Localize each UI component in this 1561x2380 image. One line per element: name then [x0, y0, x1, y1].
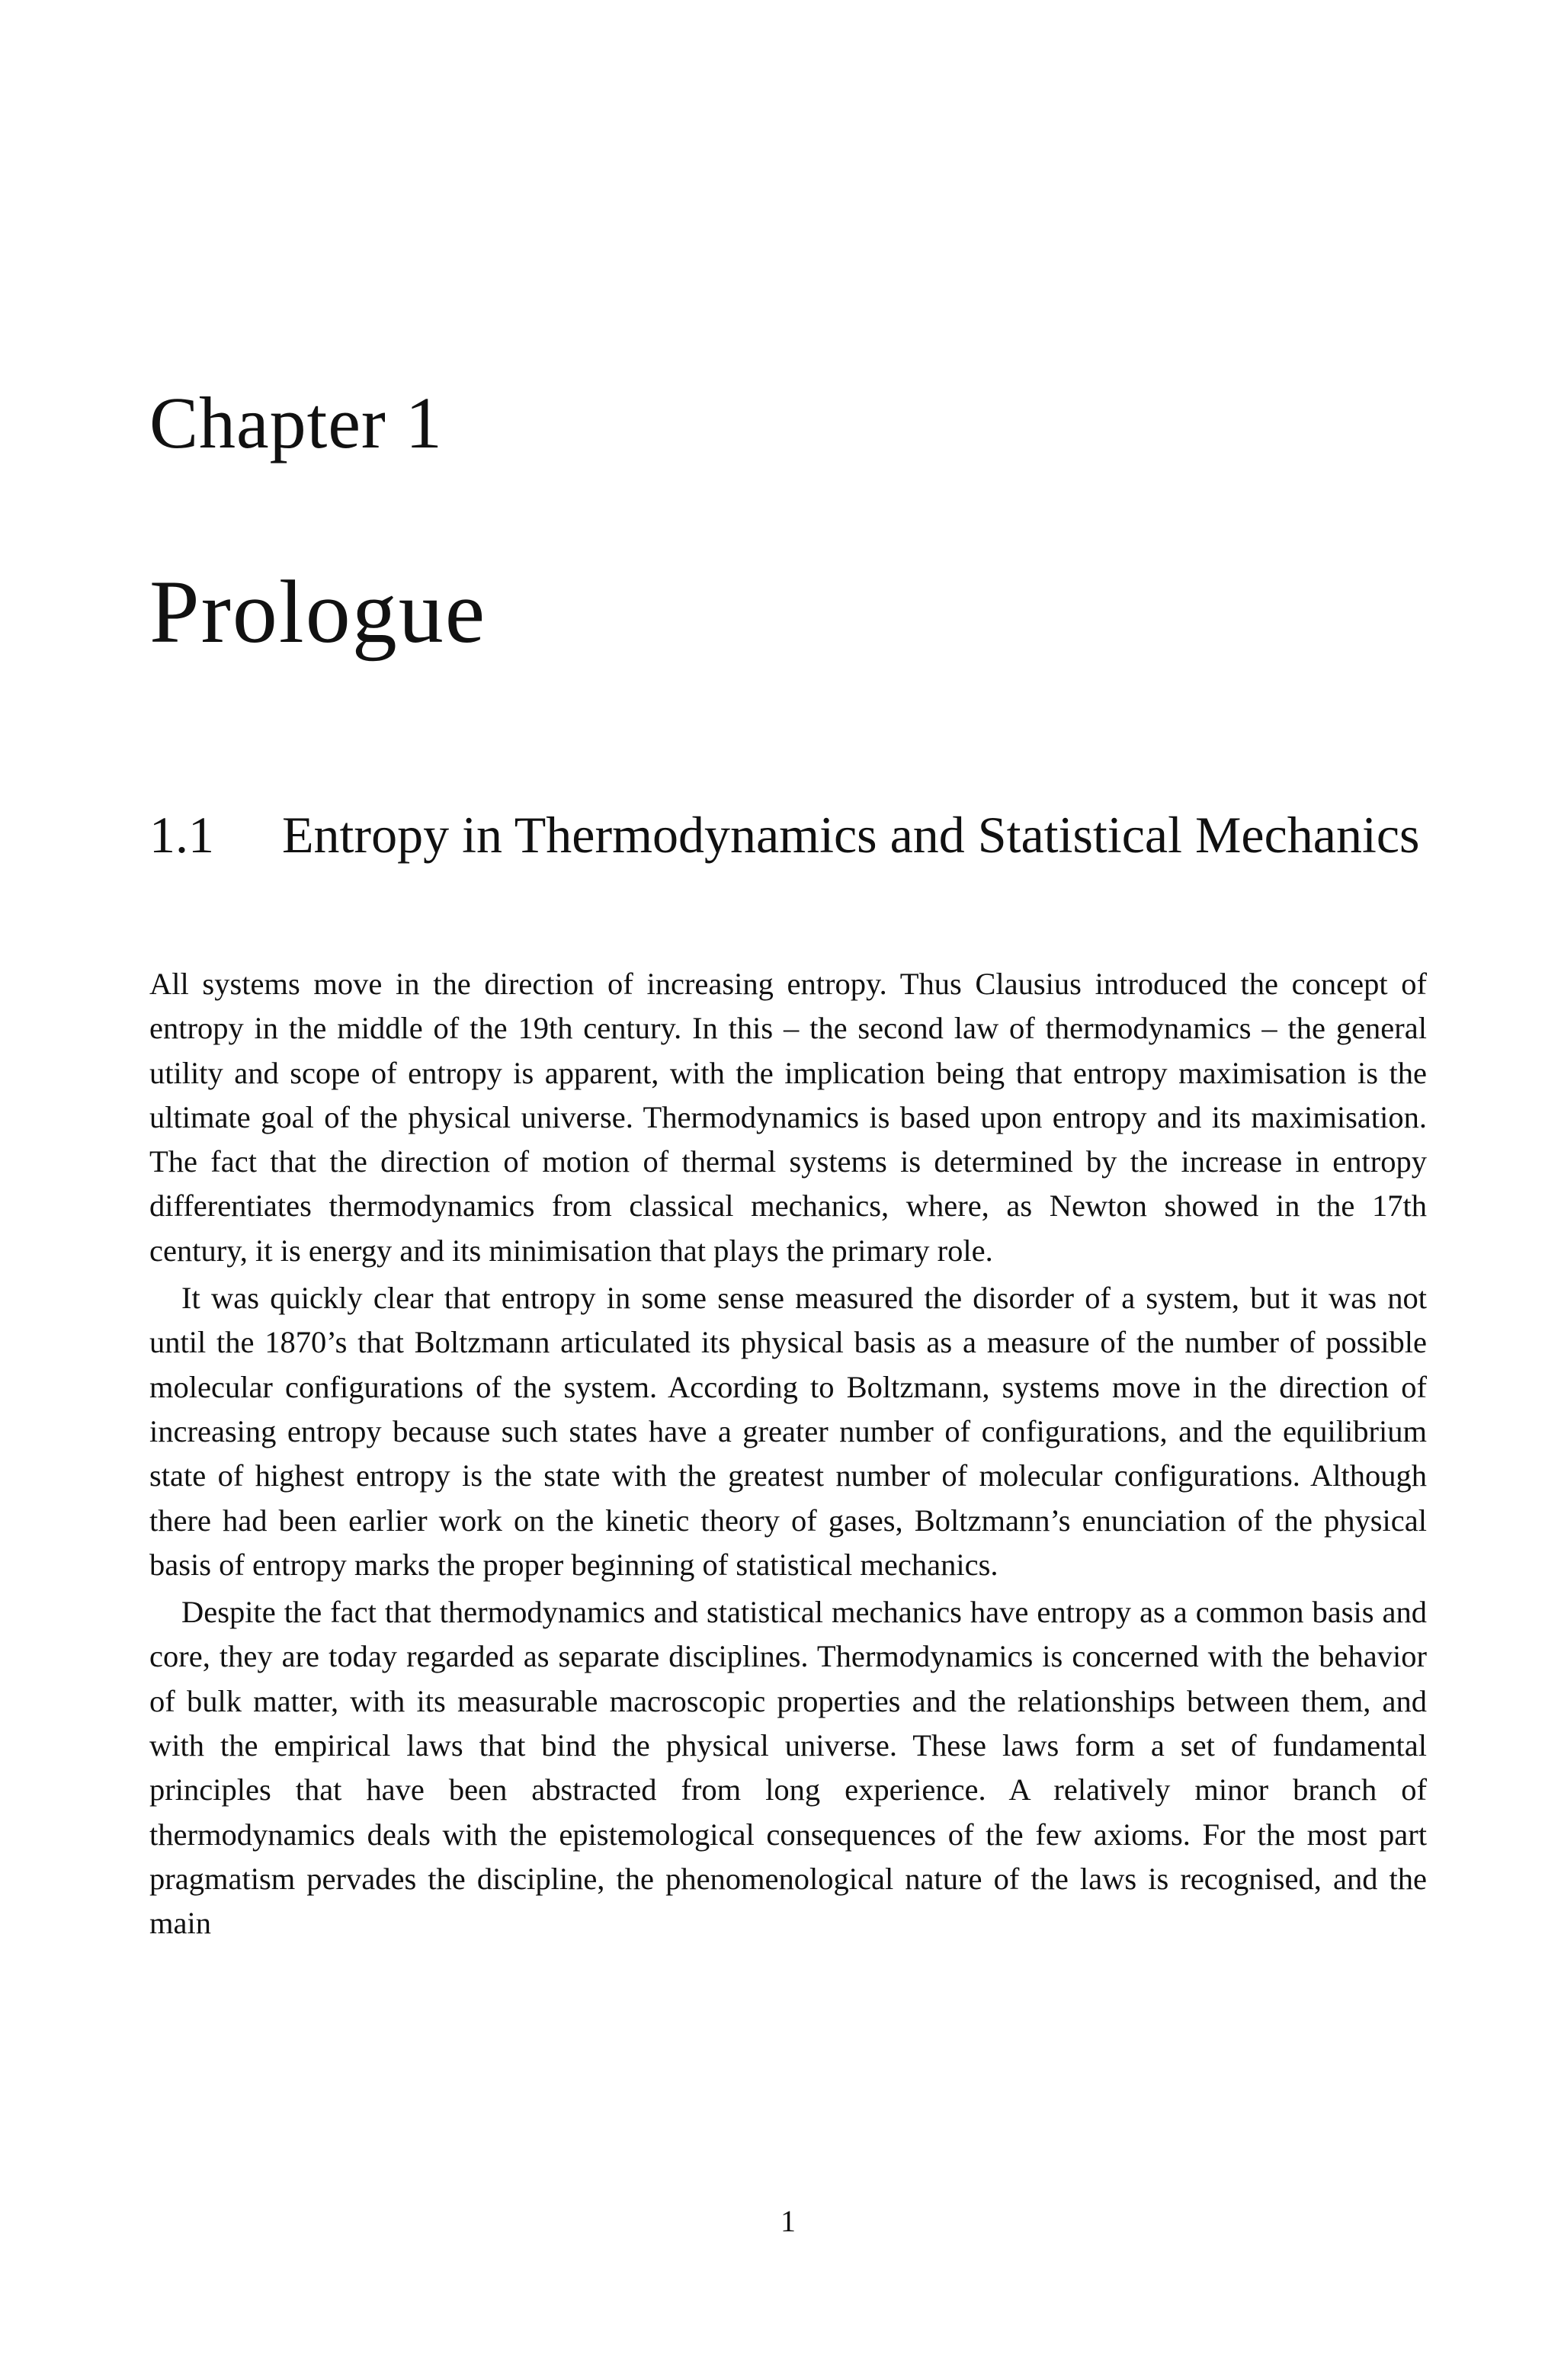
paragraph-1: All systems move in the direction of increasing entropy. Thus Clausius introduced the concept of entropy in the middle of the 19th century. In this – the second law of thermodynamics – the general utility and scope of entropy is apparent, with the implication being that entropy maximisation is the ultimate goal of the physical universe. Thermodynamics is based upon entropy and its maximisation. The fact that the direction of motion of thermal systems is determined by the increase in entropy differentiates thermodynamics from classical mechanics, where, as Newton showed in the 17th century, it is energy and its minimisation that plays the primary role. [149, 967, 1427, 1268]
paragraph-3: Despite the fact that thermodynamics and statistical mechanics have entropy as a common basis and core, they are today regarded as separate disciplines. Thermodynamics is concerned with the behavior of bulk matter, with its measurable macroscopic properties and the relationships between them, and with the empirical laws that bind the physical universe. These laws form a set of fundamental principles that have been abstracted from long experience. A relatively minor branch of thermodynamics deals with the epistemological consequences of the few axioms. For the most part pragmatism pervades the discipline, the phenomenological nature of the laws is recognised, and the main [149, 1595, 1427, 1941]
chapter-label: Chapter 1 [149, 382, 443, 463]
page-number: 1 [780, 2204, 796, 2238]
book-page [149, 0, 1427, 2380]
section-number: 1.1 [149, 806, 214, 864]
body-text [149, 962, 1427, 1949]
paragraph-2: It was quickly clear that entropy in some sense measured the disorder of a system, but it was not until the 1870’s that Boltzmann articulated its physical basis as a measure of the number of possible molecular configurations of the system. According to Boltzmann, systems move in the direction of increasing entropy because such states have a greater number of configurations, and the equilibrium state of highest entropy is the state with the greatest number of molecular configurations. Although there had been earlier work on the kinetic theory of gases, Boltzmann’s enunciation of the physical basis of entropy marks the proper beginning of statistical mechanics. [149, 1281, 1427, 1582]
chapter-title: Prologue [149, 562, 487, 662]
section-heading [149, 802, 1427, 868]
section-title: Entropy in Thermodynamics and Statistical Mechanics [282, 806, 1420, 864]
